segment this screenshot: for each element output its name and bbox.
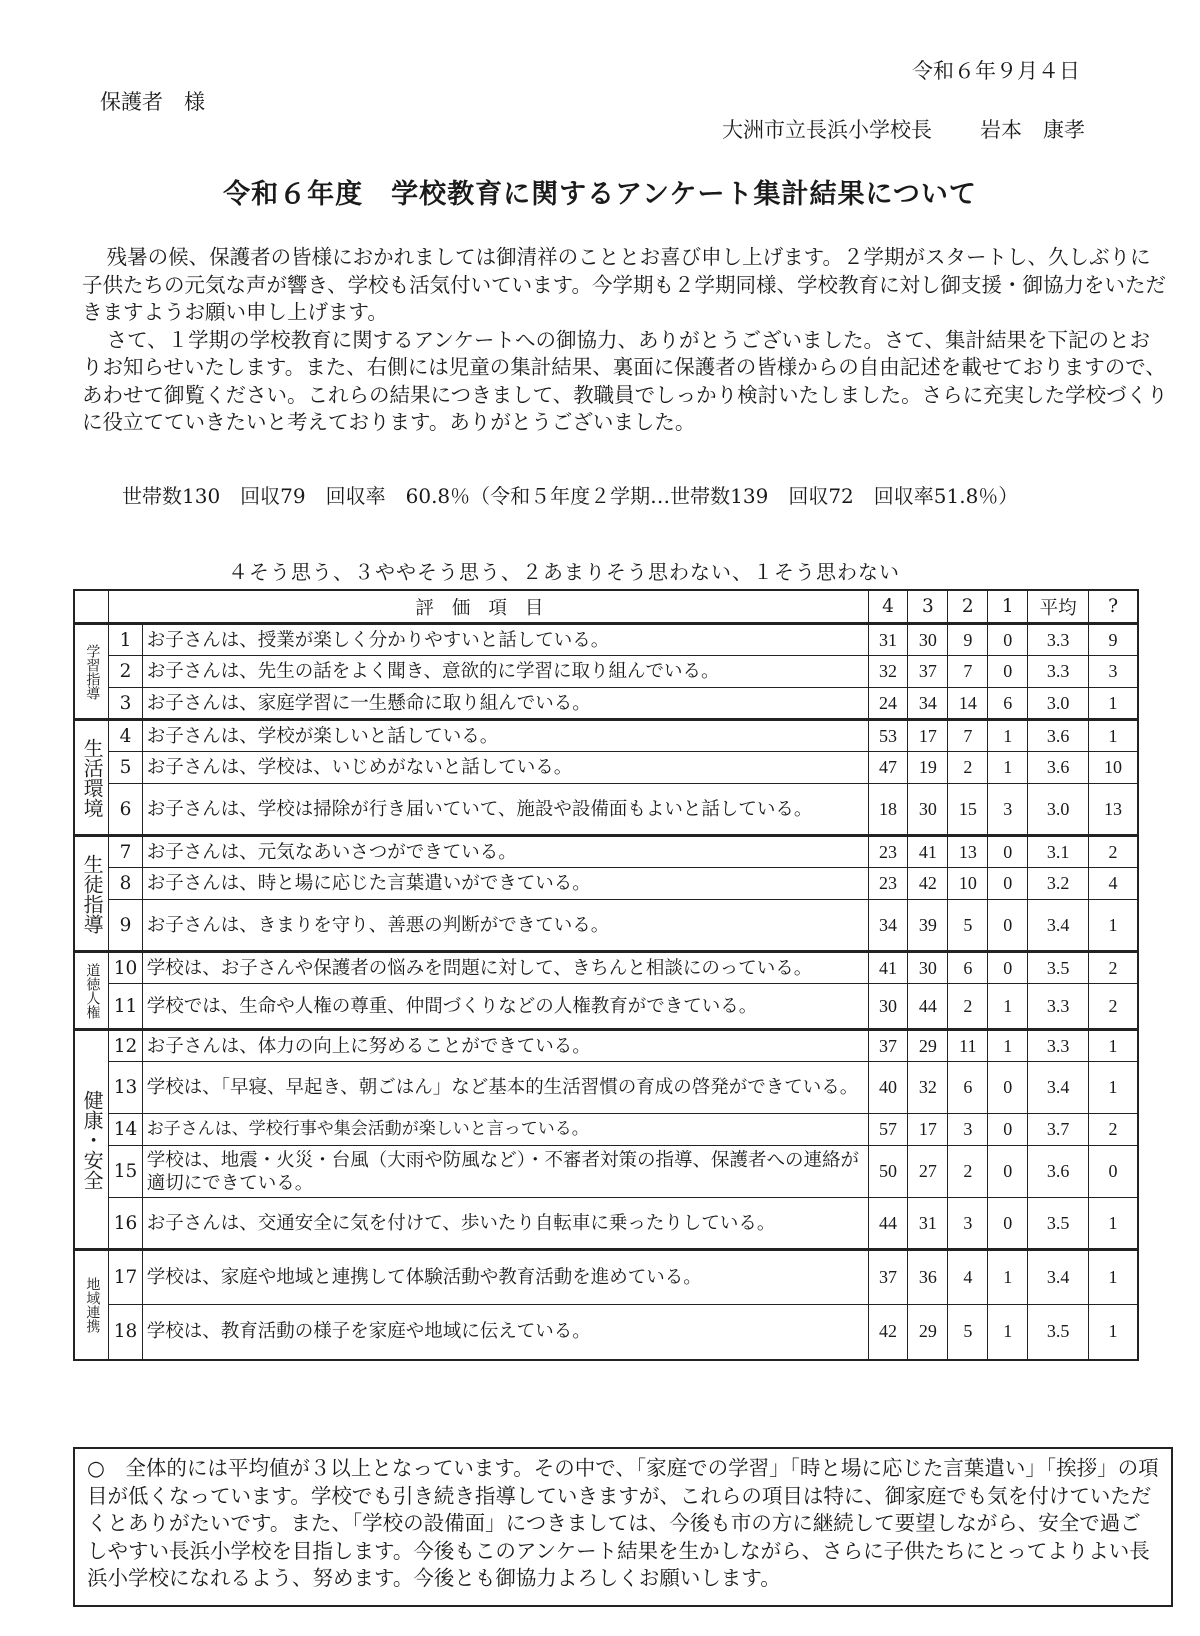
table-row (74, 900, 1138, 952)
count-2: 2 (948, 1146, 988, 1198)
count-4: 34 (868, 900, 908, 952)
table-row (74, 752, 1138, 784)
question-text: 学校では、生命や人権の尊重、仲間づくりなどの人権教育ができている。 (142, 984, 868, 1030)
count-4: 37 (868, 1030, 908, 1062)
average: 3.3 (1028, 984, 1089, 1030)
count-3: 30 (908, 784, 948, 836)
question-text: 学校は、教育活動の様子を家庭や地域に伝えている。 (142, 1305, 868, 1360)
row-number: 2 (109, 656, 143, 688)
question-text: お子さんは、先生の話をよく聞き、意欲的に学習に取り組んでいる。 (142, 656, 868, 688)
average: 3.5 (1028, 952, 1089, 984)
row-number: 6 (109, 784, 143, 836)
average: 3.6 (1028, 1146, 1089, 1198)
row-number: 12 (109, 1030, 143, 1062)
count-3: 42 (908, 868, 948, 900)
header-unknown: ? (1089, 590, 1138, 624)
header-1: 1 (988, 590, 1028, 624)
count-unknown: 2 (1089, 952, 1138, 984)
table-row (74, 952, 1138, 984)
average: 3.4 (1028, 1250, 1089, 1305)
question-text: お子さんは、時と場に応じた言葉遣いができている。 (142, 868, 868, 900)
average: 3.7 (1028, 1114, 1089, 1146)
intro-paragraph: さて、１学期の学校教育に関するアンケートへの御協力、ありがとうございました。さて、集計結果を下記のとおりお知らせいたします。また、右側には児童の集計結果、裏面に保護者の皆様からの自由記述を載せておりますので、あわせて御覧ください。これらの結果につきまして、教職員でしっかり検討いたしました。さらに充実した学校づくりに役立てていきたいと考えております。ありがとうございました。 (82, 327, 1168, 434)
count-2: 15 (948, 784, 988, 836)
count-2: 6 (948, 952, 988, 984)
count-1: 0 (988, 624, 1028, 656)
table-row (74, 1114, 1138, 1146)
row-number: 9 (109, 900, 143, 952)
count-1: 0 (988, 656, 1028, 688)
row-number: 7 (109, 836, 143, 868)
count-2: 7 (948, 720, 988, 752)
count-3: 32 (908, 1062, 948, 1114)
count-unknown: 1 (1089, 688, 1138, 720)
count-unknown: 10 (1089, 752, 1138, 784)
count-3: 29 (908, 1030, 948, 1062)
count-4: 23 (868, 836, 908, 868)
count-4: 37 (868, 1250, 908, 1305)
table-row (74, 1305, 1138, 1360)
question-text: お子さんは、学校行事や集会活動が楽しいと言っている。 (142, 1114, 868, 1146)
question-text: お子さんは、元気なあいさつができている。 (142, 836, 868, 868)
count-2: 2 (948, 984, 988, 1030)
average: 3.4 (1028, 900, 1089, 952)
count-3: 39 (908, 900, 948, 952)
table-row (74, 656, 1138, 688)
average: 3.0 (1028, 784, 1089, 836)
question-text: お子さんは、体力の向上に努めることができている。 (142, 1030, 868, 1062)
count-unknown: 2 (1089, 836, 1138, 868)
count-1: 0 (988, 1062, 1028, 1114)
sender-organization: 大洲市立長浜小学校長 (722, 118, 932, 142)
group-learning (74, 624, 1138, 720)
category-label: 生活環境 (74, 720, 109, 836)
average: 3.3 (1028, 1030, 1089, 1062)
average: 3.6 (1028, 720, 1089, 752)
summary-box: ○ 全体的には平均値が３以上となっています。その中で、「家庭での学習」「時と場に応じた言葉遣い」「挨拶」の項目が低くなっています。学校でも引き続き指導していきますが、これらの項目は特に、御家庭でも気を付けていただくとありがたいです。また、「学校の設備面」につきましては、今後も市の方に継続して要望しながら、安全で過ごしやすい長浜小学校を目指します。今後もこのアンケート結果を生かしながら、さらに子供たちにとってよりよい長浜小学校になれるよう、努めます。今後とも御協力よろしくお願いします。 (73, 1447, 1173, 1607)
row-number: 18 (109, 1305, 143, 1360)
average: 3.5 (1028, 1305, 1089, 1360)
count-1: 1 (988, 984, 1028, 1030)
table-row (74, 1030, 1138, 1062)
group-guidance (74, 836, 1138, 952)
table-row (74, 868, 1138, 900)
count-unknown: 1 (1089, 1305, 1138, 1360)
count-2: 5 (948, 900, 988, 952)
question-text: お子さんは、学校は掃除が行き届いていて、施設や設備面もよいと話している。 (142, 784, 868, 836)
count-4: 23 (868, 868, 908, 900)
count-4: 31 (868, 624, 908, 656)
average: 3.5 (1028, 1198, 1089, 1250)
count-3: 29 (908, 1305, 948, 1360)
count-3: 36 (908, 1250, 948, 1305)
intro-paragraph: 残暑の候、保護者の皆様におかれましては御清祥のこととお喜び申し上げます。２学期がスタートし、久しぶりに子供たちの元気な声が響き、学校も活気付いています。今学期も２学期同様、学校教育に対し御支援・御協力をいただきますようお願い申し上げます。 (82, 245, 1167, 324)
row-number: 4 (109, 720, 143, 752)
count-4: 42 (868, 1305, 908, 1360)
row-number: 11 (109, 984, 143, 1030)
count-2: 3 (948, 1198, 988, 1250)
count-4: 50 (868, 1146, 908, 1198)
table-row (74, 1146, 1138, 1198)
count-2: 6 (948, 1062, 988, 1114)
count-3: 30 (908, 952, 948, 984)
table-row (74, 836, 1138, 868)
count-1: 0 (988, 900, 1028, 952)
count-3: 31 (908, 1198, 948, 1250)
row-number: 17 (109, 1250, 143, 1305)
count-3: 17 (908, 1114, 948, 1146)
count-unknown: 9 (1089, 624, 1138, 656)
category-label: 地域連携 (74, 1250, 109, 1360)
category-label: 学習指導 (74, 624, 109, 720)
row-number: 15 (109, 1146, 143, 1198)
group-community (74, 1250, 1138, 1360)
count-4: 32 (868, 656, 908, 688)
count-1: 0 (988, 1114, 1028, 1146)
question-text: 学校は、「早寝、早起き、朝ごはん」など基本的生活習慣の育成の啓発ができている。 (142, 1062, 868, 1114)
count-unknown: 1 (1089, 900, 1138, 952)
question-text: お子さんは、家庭学習に一生懸命に取り組んでいる。 (142, 688, 868, 720)
count-1: 1 (988, 1030, 1028, 1062)
count-unknown: 1 (1089, 1030, 1138, 1062)
count-unknown: 0 (1089, 1146, 1138, 1198)
document-date: 令和６年９月４日 (912, 59, 1080, 83)
row-number: 13 (109, 1062, 143, 1114)
count-2: 3 (948, 1114, 988, 1146)
question-text: 学校は、お子さんや保護者の悩みを問題に対して、きちんと相談にのっている。 (142, 952, 868, 984)
header-3: 3 (908, 590, 948, 624)
count-unknown: 1 (1089, 1250, 1138, 1305)
table-row (74, 784, 1138, 836)
question-text: 学校は、家庭や地域と連携して体験活動や教育活動を進めている。 (142, 1250, 868, 1305)
table-row (74, 984, 1138, 1030)
category-label: 道徳人権 (74, 952, 109, 1030)
count-2: 5 (948, 1305, 988, 1360)
count-3: 17 (908, 720, 948, 752)
table-row (74, 1198, 1138, 1250)
sender (722, 114, 1085, 144)
count-3: 27 (908, 1146, 948, 1198)
count-1: 0 (988, 1198, 1028, 1250)
count-1: 1 (988, 1250, 1028, 1305)
count-2: 14 (948, 688, 988, 720)
count-1: 0 (988, 952, 1028, 984)
category-label: 健康・安全 (74, 1030, 109, 1250)
count-4: 57 (868, 1114, 908, 1146)
question-text: お子さんは、授業が楽しく分かりやすいと話している。 (142, 624, 868, 656)
average: 3.4 (1028, 1062, 1089, 1114)
table-row (74, 624, 1138, 656)
intro-text (82, 244, 1170, 437)
count-2: 11 (948, 1030, 988, 1062)
average: 3.0 (1028, 688, 1089, 720)
count-4: 18 (868, 784, 908, 836)
sender-name: 岩本 康孝 (980, 118, 1085, 142)
table-header-row (74, 590, 1138, 624)
count-3: 44 (908, 984, 948, 1030)
count-unknown: 1 (1089, 1062, 1138, 1114)
response-stats: 世帯数130 回収79 回収率 60.8％（令和５年度２学期…世帯数139 回収72 回収率51.8％） (122, 484, 1019, 508)
count-4: 53 (868, 720, 908, 752)
count-2: 7 (948, 656, 988, 688)
count-1: 1 (988, 1305, 1028, 1360)
count-4: 24 (868, 688, 908, 720)
average: 3.6 (1028, 752, 1089, 784)
category-label: 生徒指導 (74, 836, 109, 952)
count-4: 41 (868, 952, 908, 984)
row-number: 3 (109, 688, 143, 720)
count-1: 6 (988, 688, 1028, 720)
average: 3.2 (1028, 868, 1089, 900)
row-number: 8 (109, 868, 143, 900)
count-3: 34 (908, 688, 948, 720)
count-unknown: 1 (1089, 720, 1138, 752)
header-blank (74, 590, 109, 624)
table-row (74, 720, 1138, 752)
count-unknown: 3 (1089, 656, 1138, 688)
group-health-safety (74, 1030, 1138, 1250)
table-row (74, 1062, 1138, 1114)
rating-legend: ４そう思う、３ややそう思う、２あまりそう思わない、１そう思わない (228, 560, 900, 584)
count-2: 13 (948, 836, 988, 868)
table-row (74, 688, 1138, 720)
count-3: 37 (908, 656, 948, 688)
count-1: 0 (988, 836, 1028, 868)
row-number: 16 (109, 1198, 143, 1250)
count-1: 0 (988, 868, 1028, 900)
count-4: 44 (868, 1198, 908, 1250)
row-number: 10 (109, 952, 143, 984)
count-unknown: 2 (1089, 984, 1138, 1030)
document-title: 令和６年度 学校教育に関するアンケート集計結果について (223, 179, 977, 210)
header-item: 評価項目 (109, 590, 868, 624)
count-unknown: 1 (1089, 1198, 1138, 1250)
question-text: 学校は、地震・火災・台風（大雨や防風など）・不審者対策の指導、保護者への連絡が適切にできている。 (142, 1146, 868, 1198)
count-1: 1 (988, 720, 1028, 752)
group-environment (74, 720, 1138, 836)
survey-results-table (73, 589, 1139, 1361)
count-2: 2 (948, 752, 988, 784)
average: 3.3 (1028, 656, 1089, 688)
count-1: 0 (988, 1146, 1028, 1198)
question-text: お子さんは、きまりを守り、善悪の判断ができている。 (142, 900, 868, 952)
table-row (74, 1250, 1138, 1305)
count-1: 3 (988, 784, 1028, 836)
count-unknown: 13 (1089, 784, 1138, 836)
header-2: 2 (948, 590, 988, 624)
header-average: 平均 (1028, 590, 1089, 624)
count-2: 10 (948, 868, 988, 900)
average: 3.3 (1028, 624, 1089, 656)
count-2: 4 (948, 1250, 988, 1305)
question-text: お子さんは、学校が楽しいと話している。 (142, 720, 868, 752)
count-3: 19 (908, 752, 948, 784)
count-3: 30 (908, 624, 948, 656)
row-number: 5 (109, 752, 143, 784)
question-text: お子さんは、学校は、いじめがないと話している。 (142, 752, 868, 784)
count-unknown: 2 (1089, 1114, 1138, 1146)
count-4: 30 (868, 984, 908, 1030)
header-4: 4 (868, 590, 908, 624)
count-1: 1 (988, 752, 1028, 784)
row-number: 1 (109, 624, 143, 656)
group-morality (74, 952, 1138, 1030)
count-3: 41 (908, 836, 948, 868)
average: 3.1 (1028, 836, 1089, 868)
count-unknown: 4 (1089, 868, 1138, 900)
row-number: 14 (109, 1114, 143, 1146)
recipient: 保護者 様 (100, 90, 205, 114)
count-2: 9 (948, 624, 988, 656)
question-text: お子さんは、交通安全に気を付けて、歩いたり自転車に乗ったりしている。 (142, 1198, 868, 1250)
count-4: 47 (868, 752, 908, 784)
count-4: 40 (868, 1062, 908, 1114)
